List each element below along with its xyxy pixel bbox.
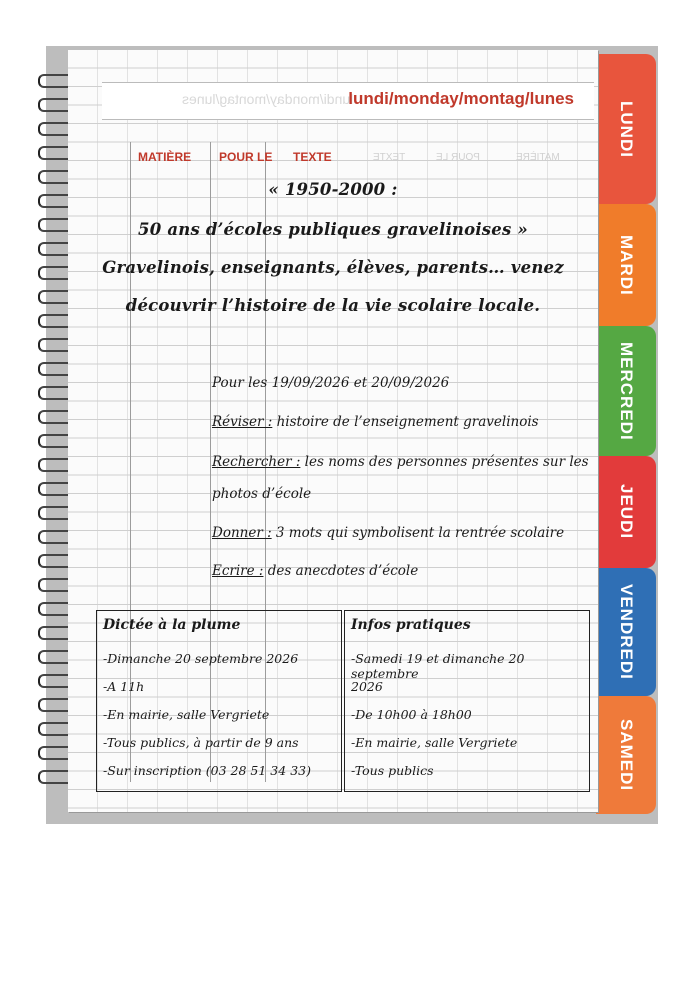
dictee-line: -Tous publics, à partir de 9 ans: [103, 735, 299, 750]
dictee-line: -A 11h: [103, 679, 145, 694]
column-header-texte: TEXTE: [293, 150, 332, 164]
page-header: [102, 82, 594, 120]
tab-lundi[interactable]: LUNDI: [596, 54, 656, 204]
dictee-title: Dictée à la plume: [103, 617, 241, 633]
header-mirror-text: lundi/monday/montag/lunes: [182, 91, 354, 107]
infos-line: -Samedi 19 et dimanche 20 septembre: [351, 651, 525, 681]
dictee-line: -En mairie, salle Vergriete: [103, 707, 270, 722]
day-title: lundi/monday/montag/lunes: [348, 89, 574, 108]
rechercher-label: Rechercher :: [212, 454, 301, 470]
ecrire-text: des anecdotes d’école: [263, 563, 419, 579]
column-header-matiere: MATIÈRE: [138, 150, 192, 164]
dictee-box: [96, 610, 342, 792]
dates-line: Pour les 19/09/2026 et 20/09/2026: [212, 375, 450, 391]
ecrire-line: [212, 563, 418, 579]
infos-line: -En mairie, salle Vergriete: [351, 735, 518, 750]
ecrire-label: Ecrire :: [212, 563, 264, 579]
column-header-pour-le: POUR LE: [219, 150, 273, 164]
tab-mercredi[interactable]: MERCREDI: [596, 326, 656, 456]
donner-line: [212, 525, 564, 541]
notebook-page: [68, 50, 598, 812]
reviser-line: [212, 414, 539, 430]
tab-mardi[interactable]: MARDI: [596, 204, 656, 326]
ghost-header-texte: TEXTE: [373, 152, 406, 163]
infos-line: -De 10h00 à 18h00: [351, 707, 472, 722]
rechercher-text: les noms des personnes présentes sur les: [300, 454, 589, 470]
rechercher-line: [212, 454, 589, 470]
tab-jeudi[interactable]: JEUDI: [596, 456, 656, 568]
dictee-line: -Dimanche 20 septembre 2026: [103, 651, 299, 666]
ghost-header-pour-le: POUR LE: [436, 152, 480, 163]
donner-label: Donner :: [212, 525, 272, 541]
ghost-header-matiere: MATIÈRE: [516, 152, 560, 163]
infos-box: [344, 610, 590, 792]
tab-samedi[interactable]: SAMEDI: [596, 696, 656, 814]
infos-line: -Tous publics: [351, 763, 434, 778]
title-line-3: Gravelinois, enseignants, élèves, parents… venez: [102, 258, 564, 277]
infos-title: Infos pratiques: [351, 617, 471, 633]
rechercher-line-2: photos d’école: [212, 486, 312, 502]
infos-line: 2026: [351, 679, 383, 694]
day-tabs: [596, 54, 656, 814]
tab-vendredi[interactable]: VENDREDI: [596, 568, 656, 696]
reviser-label: Réviser :: [212, 414, 273, 430]
title-line-1: « 1950-2000 :: [268, 180, 398, 199]
title-line-2: 50 ans d’écoles publiques gravelinoises »: [138, 220, 528, 239]
donner-text: 3 mots qui symbolisent la rentrée scolaire: [271, 525, 565, 541]
title-line-4: découvrir l’histoire de la vie scolaire locale.: [125, 296, 541, 315]
dictee-line: -Sur inscription (03 28 51 34 33): [103, 763, 311, 778]
reviser-text: histoire de l’enseignement gravelinois: [272, 414, 539, 430]
